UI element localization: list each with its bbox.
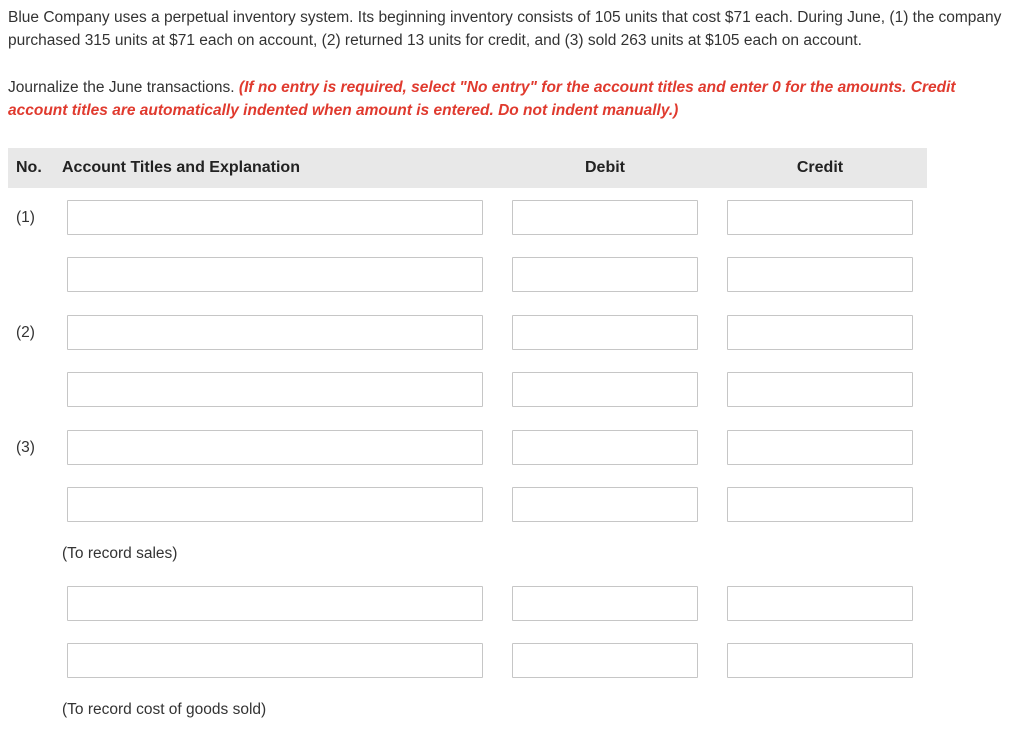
debit-amount-input[interactable] <box>512 643 698 678</box>
credit-amount-input[interactable] <box>727 643 913 678</box>
explanation-record-cogs: (To record cost of goods sold) <box>62 701 267 718</box>
instructions-lead: Journalize the June transactions. <box>8 79 239 96</box>
debit-amount-input[interactable] <box>512 257 698 292</box>
account-title-input[interactable] <box>67 315 483 350</box>
instructions <box>8 76 1018 122</box>
account-title-input[interactable] <box>67 430 483 465</box>
journal-table-header <box>8 148 927 188</box>
credit-amount-input[interactable] <box>727 586 913 621</box>
account-title-input[interactable] <box>67 257 483 292</box>
account-title-input[interactable] <box>67 487 483 522</box>
header-no: No. <box>16 159 42 176</box>
account-title-input[interactable] <box>67 643 483 678</box>
header-account-titles: Account Titles and Explanation <box>62 159 300 176</box>
entry-number-3: (3) <box>16 439 35 456</box>
credit-amount-input[interactable] <box>727 372 913 407</box>
debit-amount-input[interactable] <box>512 430 698 465</box>
debit-amount-input[interactable] <box>512 315 698 350</box>
debit-amount-input[interactable] <box>512 487 698 522</box>
account-title-input[interactable] <box>67 372 483 407</box>
explanation-record-sales: (To record sales) <box>62 545 178 562</box>
entry-number-2: (2) <box>16 324 35 341</box>
header-debit: Debit <box>585 159 625 176</box>
credit-amount-input[interactable] <box>727 200 913 235</box>
debit-amount-input[interactable] <box>512 586 698 621</box>
credit-amount-input[interactable] <box>727 430 913 465</box>
credit-amount-input[interactable] <box>727 315 913 350</box>
debit-amount-input[interactable] <box>512 200 698 235</box>
credit-amount-input[interactable] <box>727 487 913 522</box>
credit-amount-input[interactable] <box>727 257 913 292</box>
account-title-input[interactable] <box>67 586 483 621</box>
instructions-note: (If no entry is required, select "No entry" for the account titles and enter 0 for the amounts. Credit account titles are automatically indented when amount is entered. Do not indent manually.) <box>8 79 956 119</box>
header-credit: Credit <box>796 159 844 176</box>
problem-statement: Blue Company uses a perpetual inventory system. Its beginning inventory consists of 105 units that cost $71 each. During June, (1) the company purchased 315 units at $71 each on account, (2) returned 13 units for credit, and (3) sold 263 units at $105 each on account. <box>8 9 1002 49</box>
account-title-input[interactable] <box>67 200 483 235</box>
debit-amount-input[interactable] <box>512 372 698 407</box>
entry-number-1: (1) <box>16 209 35 226</box>
